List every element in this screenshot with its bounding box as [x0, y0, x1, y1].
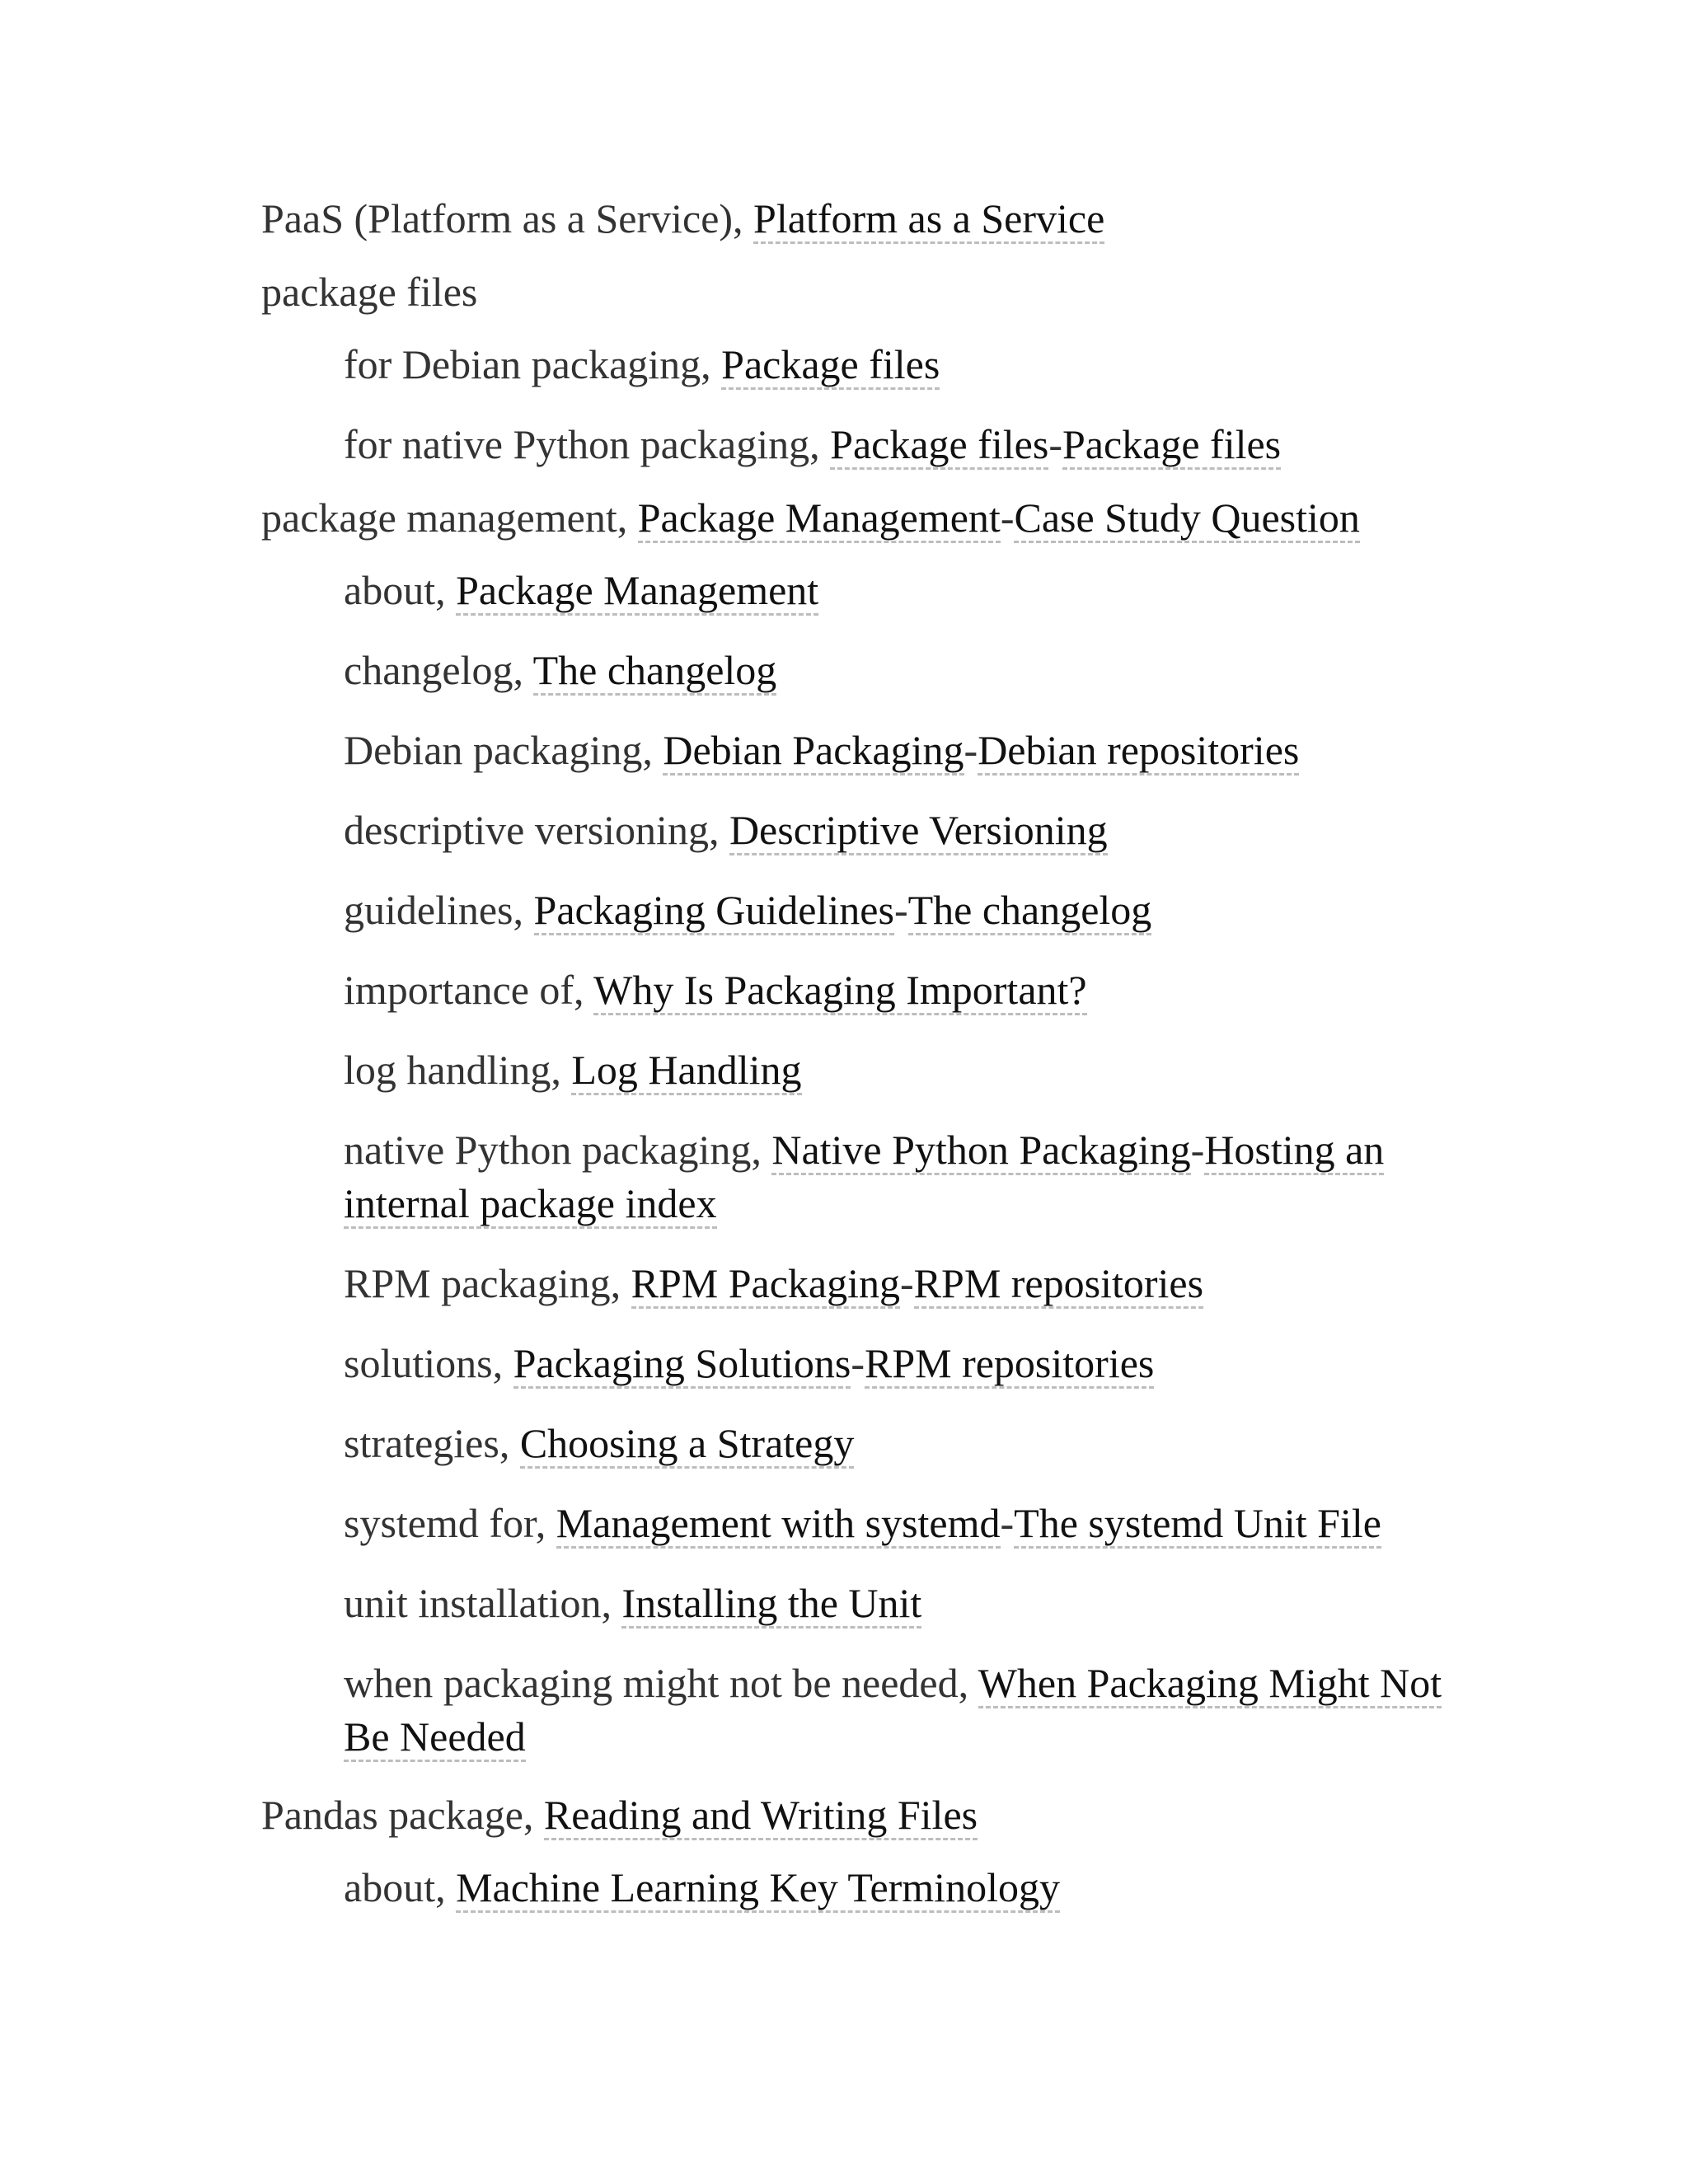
- index-link[interactable]: Case Study Question: [1014, 494, 1359, 543]
- index-term: for native Python packaging,: [344, 421, 831, 467]
- index-link[interactable]: Reading and Writing Files: [544, 1792, 978, 1840]
- range-separator: -: [893, 887, 908, 933]
- index-term: solutions,: [344, 1340, 513, 1386]
- index-term: native Python packaging,: [344, 1127, 772, 1173]
- index-term: RPM packaging,: [344, 1260, 631, 1306]
- index-term: about,: [344, 567, 457, 613]
- index-list: [261, 192, 1465, 1915]
- index-link[interactable]: Package files: [830, 421, 1048, 470]
- index-link[interactable]: Package Management: [638, 494, 1001, 543]
- index-link[interactable]: When Packaging Might Not Be Needed: [344, 1660, 1442, 1762]
- index-subentry: [261, 963, 1465, 1017]
- index-subentry: [261, 1043, 1465, 1097]
- index-link[interactable]: Platform as a Service: [753, 195, 1104, 244]
- index-term: Pandas package,: [261, 1792, 544, 1838]
- range-separator: -: [900, 1260, 914, 1306]
- index-subentry: [261, 1657, 1465, 1764]
- index-subentry: [261, 1497, 1465, 1550]
- index-link[interactable]: Packaging Guidelines: [534, 887, 894, 935]
- index-term: about,: [344, 1864, 457, 1910]
- index-link[interactable]: RPM Packaging: [631, 1260, 900, 1309]
- index-link[interactable]: Choosing a Strategy: [520, 1420, 855, 1469]
- index-subentry: [261, 804, 1465, 857]
- index-link[interactable]: Debian repositories: [978, 727, 1299, 776]
- index-subentry: [261, 1577, 1465, 1630]
- index-subentry: [261, 883, 1465, 937]
- index-subentry: [261, 644, 1465, 697]
- range-separator: -: [851, 1340, 865, 1386]
- index-term: systemd for,: [344, 1500, 556, 1546]
- index-term: package files: [261, 269, 478, 315]
- index-entry-package-management: [261, 491, 1465, 545]
- index-term: guidelines,: [344, 887, 534, 933]
- index-term: PaaS (Platform as a Service),: [261, 195, 754, 241]
- index-term: log handling,: [344, 1047, 572, 1093]
- index-subentry: [261, 1417, 1465, 1470]
- index-link[interactable]: Machine Learning Key Terminology: [456, 1864, 1060, 1913]
- range-separator: -: [1000, 494, 1015, 541]
- index-link[interactable]: Native Python Packaging: [771, 1127, 1190, 1175]
- index-subentry: [261, 1257, 1465, 1310]
- index-subentry: [261, 418, 1465, 471]
- index-term: strategies,: [344, 1420, 520, 1466]
- index-term: Debian packaging,: [344, 727, 663, 773]
- range-separator: -: [1048, 421, 1062, 467]
- index-link[interactable]: Package Management: [456, 567, 818, 616]
- index-link[interactable]: Why Is Packaging Important?: [593, 967, 1086, 1015]
- index-subentry: [261, 1861, 1465, 1915]
- index-link[interactable]: Debian Packaging: [663, 727, 964, 776]
- index-subentry: [261, 564, 1465, 617]
- index-entry-pandas-package: [261, 1788, 1465, 1842]
- index-link[interactable]: Hosting an internal package index: [344, 1127, 1384, 1229]
- index-term: package management,: [261, 494, 638, 541]
- index-link[interactable]: Descriptive Versioning: [729, 807, 1108, 855]
- index-link[interactable]: The changelog: [908, 887, 1152, 935]
- index-link[interactable]: Package files: [721, 341, 940, 390]
- index-link[interactable]: RPM repositories: [914, 1260, 1203, 1309]
- index-link[interactable]: Installing the Unit: [621, 1580, 921, 1629]
- index-subentry: [261, 724, 1465, 777]
- index-term: descriptive versioning,: [344, 807, 729, 853]
- index-link[interactable]: The changelog: [533, 647, 777, 696]
- index-term: for Debian packaging,: [344, 341, 722, 387]
- index-link[interactable]: Packaging Solutions: [513, 1340, 851, 1389]
- index-term: importance of,: [344, 967, 594, 1013]
- index-term: unit installation,: [344, 1580, 622, 1626]
- index-subentry: [261, 1337, 1465, 1390]
- index-link[interactable]: RPM repositories: [865, 1340, 1154, 1389]
- index-link[interactable]: Log Handling: [571, 1047, 801, 1095]
- index-term: changelog,: [344, 647, 533, 693]
- index-subentry: [261, 338, 1465, 391]
- index-subentry: [261, 1123, 1465, 1230]
- range-separator: -: [1190, 1127, 1205, 1173]
- index-link[interactable]: Package files: [1062, 421, 1281, 470]
- range-separator: -: [964, 727, 978, 773]
- range-separator: -: [1000, 1500, 1015, 1546]
- index-link[interactable]: The systemd Unit File: [1014, 1500, 1381, 1549]
- index-term: when packaging might not be needed,: [344, 1660, 978, 1706]
- index-link[interactable]: Management with systemd: [556, 1500, 1001, 1549]
- index-entry-package-files: [261, 265, 1465, 319]
- index-entry-paas: [261, 192, 1465, 246]
